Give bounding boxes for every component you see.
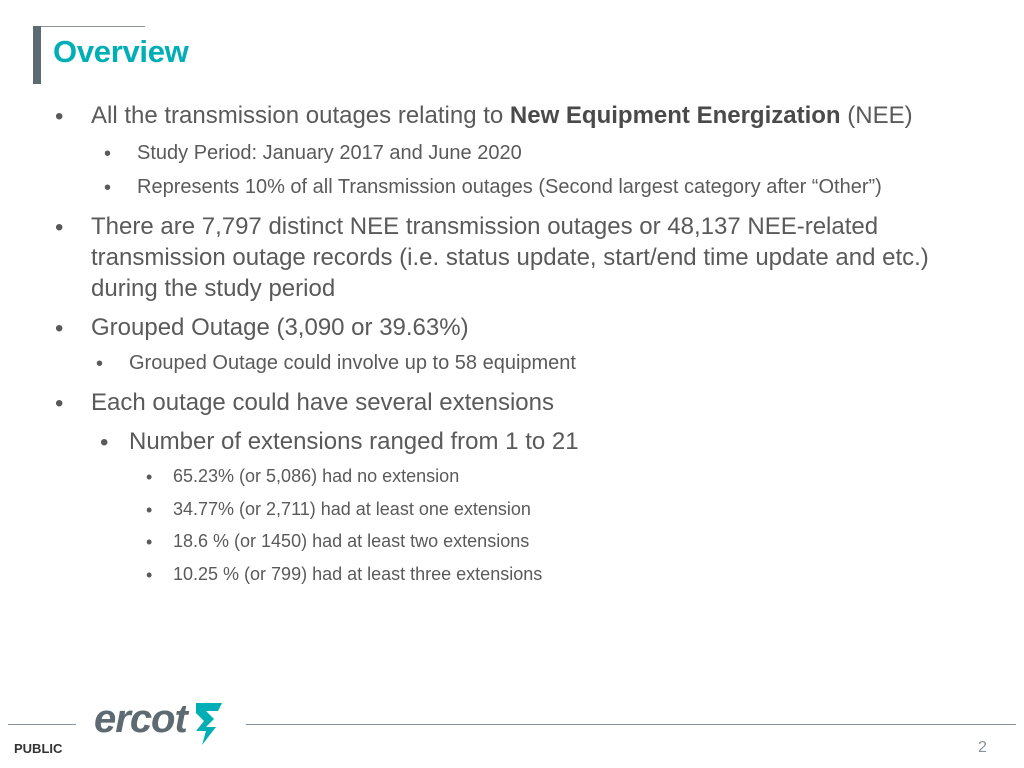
bullet-nee: [91, 102, 913, 130]
bullet-marker: •: [55, 214, 64, 241]
bullet-marker: •: [146, 500, 153, 520]
bullet-marker: •: [146, 532, 153, 552]
page-number: 2: [978, 739, 987, 756]
bullet-marker: •: [146, 467, 153, 487]
stat-three-extensions: 10.25 % (or 799) had at least three extensions: [173, 564, 543, 584]
bullet-grouped-equipment: Grouped Outage could involve up to 58 equipment: [129, 352, 576, 374]
bullet-marker: •: [55, 315, 64, 342]
bullet-nee-pre: All the transmission outages relating to: [91, 102, 510, 129]
bullet-marker: •: [55, 390, 64, 417]
title-rule: [41, 26, 145, 27]
stat-one-extension: 34.77% (or 2,711) had at least one extension: [173, 499, 531, 519]
footer-rule-left: [8, 724, 76, 725]
bullet-distinct-line3: during the study period: [91, 275, 336, 302]
bullet-represents: Represents 10% of all Transmission outages (Second largest category after “Other”): [137, 176, 882, 198]
bullet-nee-bold: New Equipment Energization: [509, 102, 841, 129]
bullet-marker: •: [96, 353, 104, 375]
slide-title: Overview: [53, 34, 189, 69]
bullet-marker: •: [146, 565, 153, 585]
bullet-grouped-outage: Grouped Outage (3,090 or 39.63%): [91, 314, 469, 341]
logo-wordmark: ercot: [94, 697, 187, 741]
bullet-distinct-line1: There are 7,797 distinct NEE transmission outages or 48,137 NEE-related: [91, 213, 879, 240]
logo-mark-icon: [192, 699, 228, 749]
bullet-marker: •: [55, 103, 64, 130]
bullet-marker: •: [104, 177, 112, 199]
bullet-nee-post: (NEE): [840, 102, 913, 129]
footer-rule-right: [246, 724, 1016, 725]
bullet-extensions: Each outage could have several extensions: [91, 389, 554, 416]
bullet-extension-range: Number of extensions ranged from 1 to 21: [129, 428, 579, 455]
stat-two-extensions: 18.6 % (or 1450) had at least two extensions: [173, 531, 530, 551]
title-accent-bar: [33, 26, 41, 84]
bullet-distinct-line2: transmission outage records (i.e. status update, start/end time update and etc.): [91, 244, 929, 271]
bullet-study-period: Study Period: January 2017 and June 2020: [137, 142, 522, 164]
stat-no-extension: 65.23% (or 5,086) had no extension: [173, 466, 460, 486]
bullet-marker: •: [104, 143, 112, 165]
bullet-marker: •: [100, 429, 109, 456]
classification-label: PUBLIC: [14, 741, 63, 756]
